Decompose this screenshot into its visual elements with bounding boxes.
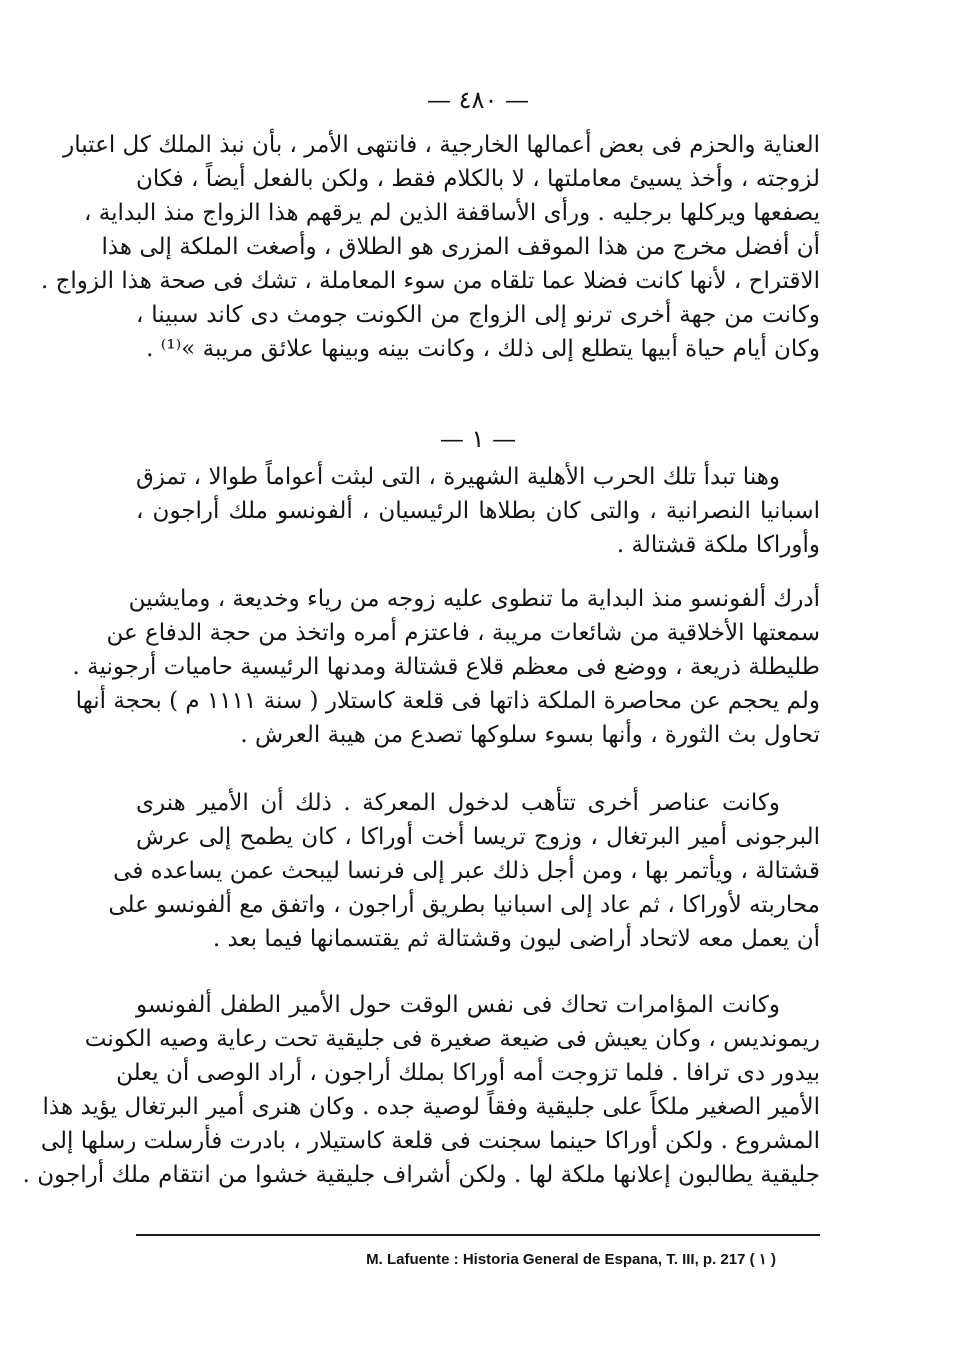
text-line: وكانت المؤامرات تحاك فى نفس الوقت حول الأمير الطفل ألفونسو (136, 992, 780, 1018)
paragraph-1 (40, 128, 820, 366)
text-line: أدرك ألفونسو منذ البداية ما تنطوى عليه زوجه من رياء وخديعة ، ومايشين (128, 586, 820, 612)
paragraph-3 (72, 582, 820, 752)
text-line: البرجونى أمير البرتغال ، وزوج تريسا أخت أوراكا ، كان يطمح إلى عرش (136, 824, 820, 850)
text-line: أن يعمل معه لاتحاد أراضى ليون وقشتالة ثم يقتسمانها فيما بعد . (212, 926, 820, 952)
footnote-divider (136, 1234, 820, 1236)
text-line: وهنا تبدأ تلك الحرب الأهلية الشهيرة ، التى لبثت أعواماً طوالا ، تمزق (136, 464, 780, 490)
text-line: العناية والحزم فى بعض أعمالها الخارجية ، فانتهى الأمر ، بأن نبذ الملك كل اعتبار (63, 132, 820, 158)
text-line: سمعتها الأخلاقية من شائعات مريبة ، فاعتزم أمره واتخذ من حجة الدفاع عن (106, 620, 820, 646)
text-line: اسبانيا النصرانية ، والتى كان بطلاها الرئيسيان ، ألفونسو ملك أراجون ، (136, 498, 820, 524)
text-line: وأوراكا ملكة قشتالة . (616, 532, 820, 558)
text-line: طليطلة ذريعة ، ووضع فى معظم قلاع قشتالة ومدنها الرئيسية حاميات أرجونية . (72, 654, 820, 680)
paragraph-5 (22, 988, 820, 1192)
text-line: ولم يحجم عن محاصرة الملكة ذاتها فى قلعة كاستلار ( سنة ١١١١ م ) بحجة أنها (75, 688, 820, 714)
text-line: ريمونديس ، وكان يعيش فى ضيعة صغيرة فى جليقية تحت رعاية وصيه الكونت (84, 1026, 820, 1052)
text-line: لزوجته ، وأخذ يسيئ معاملتها ، لا بالكلام فقط ، ولكن بالفعل أيضاً ، فكان (136, 166, 820, 192)
footnote: M. Lafuente : Historia General de Espana, T. III, p. 217 ( ١ ) (366, 1251, 776, 1268)
text-line: تحاول بث الثورة ، وأنها بسوء سلوكها تصدع من هيبة العرش . (240, 722, 820, 748)
text-line: وكانت من جهة أخرى ترنو إلى الزواج من الكونت جومث دى كاند سبينا ، (136, 302, 820, 328)
text-line: الأمير الصغير ملكاً على جليقية وفقاً لوصية جده . وكان هنرى أمير البرتغال يؤيد هذا (42, 1094, 820, 1120)
page-number: — ٤٨٠ — (427, 86, 529, 114)
text-line: وكان أيام حياة أبيها يتطلع إلى ذلك ، وكانت بينه وبينها علائق مريبة »⁽¹⁾ . (146, 336, 820, 362)
section-marker: — ١ — (439, 425, 517, 453)
paragraph-4 (108, 786, 820, 956)
text-line: قشتالة ، ويأتمر بها ، ومن أجل ذلك عبر إلى فرنسا ليبحث عمن يساعده فى (113, 858, 820, 884)
text-line: محاربته لأوراكا ، ثم عاد إلى اسبانيا بطريق أراجون ، واتفق مع ألفونسو على (108, 892, 820, 918)
text-line: أن أفضل مخرج من هذا الموقف المزرى هو الطلاق ، وأصغت الملكة إلى هذا (101, 234, 820, 260)
text-line: المشروع . ولكن أوراكا حينما سجنت فى قلعة كاستيلار ، بادرت فأرسلت رسلها إلى (40, 1128, 820, 1154)
text-line: جليقية يطالبون إعلانها ملكة لها . ولكن أشراف جليقية خشوا من انتقام ملك أراجون . (22, 1162, 820, 1188)
text-line: وكانت عناصر أخرى تتأهب لدخول المعركة . ذلك أن الأمير هنرى (136, 790, 780, 816)
paragraph-2 (136, 460, 820, 562)
text-line: الاقتراح ، لأنها كانت فضلا عما تلقاه من سوء المعاملة ، تشك فى صحة هذا الزواج . (40, 268, 820, 294)
text-line: بيدور دى ترافا . فلما تزوجت أمه أوراكا بملك أراجون ، أراد الوصى أن يعلن (116, 1060, 820, 1086)
text-line: يصفعها ويركلها برجليه . ورأى الأساقفة الذين لم يرقهم هذا الزواج منذ البداية ، (84, 200, 820, 226)
